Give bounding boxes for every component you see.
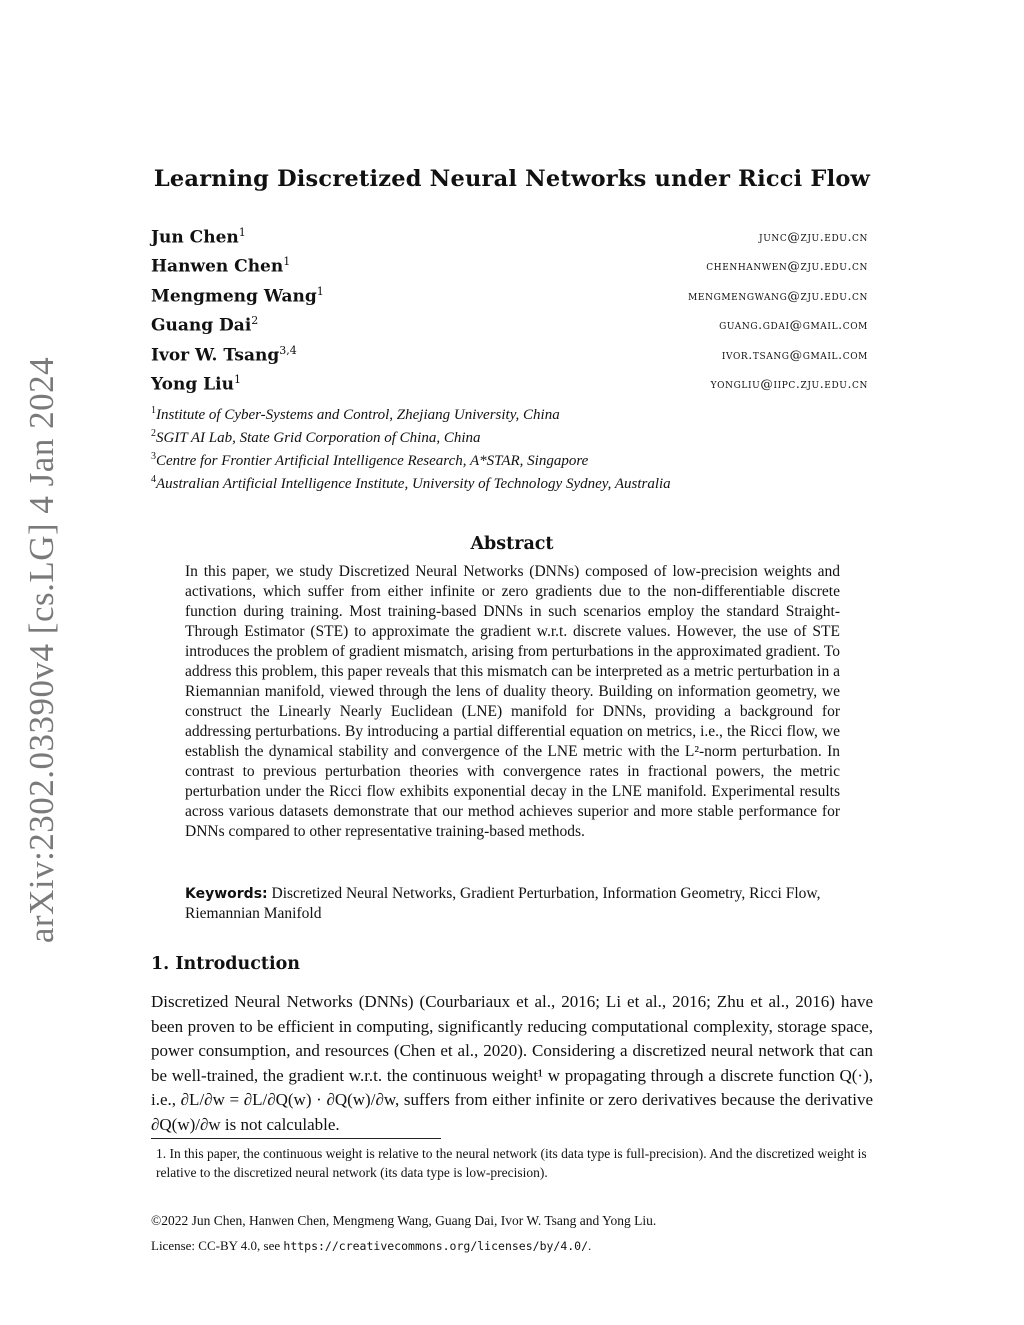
affiliation-text: SGIT AI Lab, State Grid Corporation of China, China — [156, 430, 481, 446]
author-row — [151, 373, 868, 397]
affiliation-text: Centre for Frontier Artificial Intelligence Research, A*STAR, Singapore — [156, 453, 589, 469]
section-heading-introduction: 1. Introduction — [151, 954, 300, 974]
author-affiliation-marker: 3,4 — [279, 344, 297, 357]
keywords-label: Keywords: — [185, 886, 268, 902]
affiliation-text: Australian Artificial Intelligence Institute, University of Technology Sydney, Australia — [156, 476, 671, 492]
affiliation — [151, 428, 481, 447]
keywords-text: Discretized Neural Networks, Gradient Perturbation, Information Geometry, Ricci Flow, Riemannian Manifold — [185, 885, 821, 922]
footnote-divider — [151, 1138, 441, 1139]
author-name — [151, 226, 246, 248]
author-name-text: Jun Chen — [151, 227, 239, 248]
arxiv-side-stamp: arXiv:2302.03390v4 [cs.LG] 4 Jan 2024 — [22, 356, 61, 944]
author-affiliation-marker: 2 — [251, 314, 259, 327]
affiliation-number: 3 — [151, 451, 156, 462]
author-email[interactable]: yongliu@iipc.zju.edu.cn — [710, 376, 868, 391]
author-name-text: Ivor W. Tsang — [151, 345, 280, 366]
license-link[interactable]: https://creativecommons.org/licenses/by/4.0/ — [283, 1239, 589, 1253]
license-suffix: . — [588, 1238, 592, 1253]
author-name — [151, 255, 290, 277]
affiliation — [151, 405, 560, 424]
license-line — [151, 1238, 591, 1254]
author-affiliation-marker: 1 — [283, 255, 291, 268]
affiliation-text: Institute of Cyber-Systems and Control, Zhejiang University, China — [156, 407, 560, 423]
keywords — [185, 884, 840, 924]
author-name — [151, 285, 324, 307]
affiliation-number: 1 — [151, 405, 156, 416]
affiliation — [151, 474, 671, 493]
author-name-text: Mengmeng Wang — [151, 286, 317, 307]
author-row — [151, 314, 868, 338]
author-name-text: Guang Dai — [151, 315, 252, 336]
paper-title: Learning Discretized Neural Networks under Ricci Flow — [153, 166, 871, 192]
abstract-heading: Abstract — [470, 534, 554, 554]
author-email[interactable]: junc@zju.edu.cn — [759, 229, 868, 244]
author-name-text: Hanwen Chen — [151, 256, 284, 277]
author-email[interactable]: chenhanwen@zju.edu.cn — [706, 258, 868, 273]
author-affiliation-marker: 1 — [316, 285, 324, 298]
author-name — [151, 373, 241, 395]
author-row — [151, 255, 868, 279]
abstract-body: In this paper, we study Discretized Neural Networks (DNNs) composed of low-precision weights and activations, which suffer from either infinite or zero gradients due to the non-differentiable discrete function during training. Most training-based DNNs in such scenarios employ the standard Straight-Through Estimator (STE) to approximate the gradient w.r.t. discrete values. However, the use of STE introduces the problem of gradient mismatch, arising from perturbations in the approximated gradient. To address this problem, this paper reveals that this mismatch can be interpreted as a metric perturbation in a Riemannian manifold, viewed through the lens of duality theory. Building on information geometry, we construct the Linearly Nearly Euclidean (LNE) manifold for DNNs, providing a background for addressing perturbations. By introducing a partial differential equation on metrics, i.e., the Ricci flow, we establish the dynamical stability and convergence of the LNE metric with the L²-norm perturbation. In contrast to previous perturbation theories with convergence rates in fractional powers, the metric perturbation under the Ricci flow exhibits exponential decay in the LNE manifold. Experimental results across various datasets demonstrate that our method achieves superior and more stable performance for DNNs compared to other representative training-based methods. — [185, 563, 840, 840]
author-email[interactable]: mengmengwang@zju.edu.cn — [688, 288, 868, 303]
author-affiliation-marker: 1 — [238, 226, 246, 239]
author-row — [151, 226, 868, 250]
author-email[interactable]: guang.gdai@gmail.com — [719, 317, 868, 332]
author-row — [151, 344, 868, 368]
affiliation-number: 4 — [151, 474, 156, 485]
author-name — [151, 344, 297, 366]
author-affiliation-marker: 1 — [233, 373, 241, 386]
author-name-text: Yong Liu — [151, 374, 234, 395]
introduction-paragraph: Discretized Neural Networks (DNNs) (Courbariaux et al., 2016; Li et al., 2016; Zhu et al., 2016) have been proven to be efficient in computing, significantly reducing computational complexity, storage space, power consumption, and resources (Chen et al., 2020). Considering a discretized neural network that can be well-trained, the gradient w.r.t. the continuous weight¹ w propagating through a discrete function Q(·), i.e., ∂L/∂w = ∂L/∂Q(w) · ∂Q(w)/∂w, suffers from either infinite or zero derivatives because the derivative ∂Q(w)/∂w is not calculable. — [151, 992, 873, 1134]
author-row — [151, 285, 868, 309]
affiliation — [151, 451, 588, 470]
author-name — [151, 314, 258, 336]
author-email[interactable]: ivor.tsang@gmail.com — [721, 347, 868, 362]
license-prefix: License: CC-BY 4.0, see — [151, 1238, 284, 1253]
footnote: 1. In this paper, the continuous weight is relative to the neural network (its data type is full-precision). And the discretized weight is relative to the discretized neural network (its data type is low-precision). — [156, 1146, 867, 1180]
copyright-notice: ©2022 Jun Chen, Hanwen Chen, Mengmeng Wang, Guang Dai, Ivor W. Tsang and Yong Liu. — [151, 1213, 657, 1228]
affiliation-number: 2 — [151, 428, 156, 439]
